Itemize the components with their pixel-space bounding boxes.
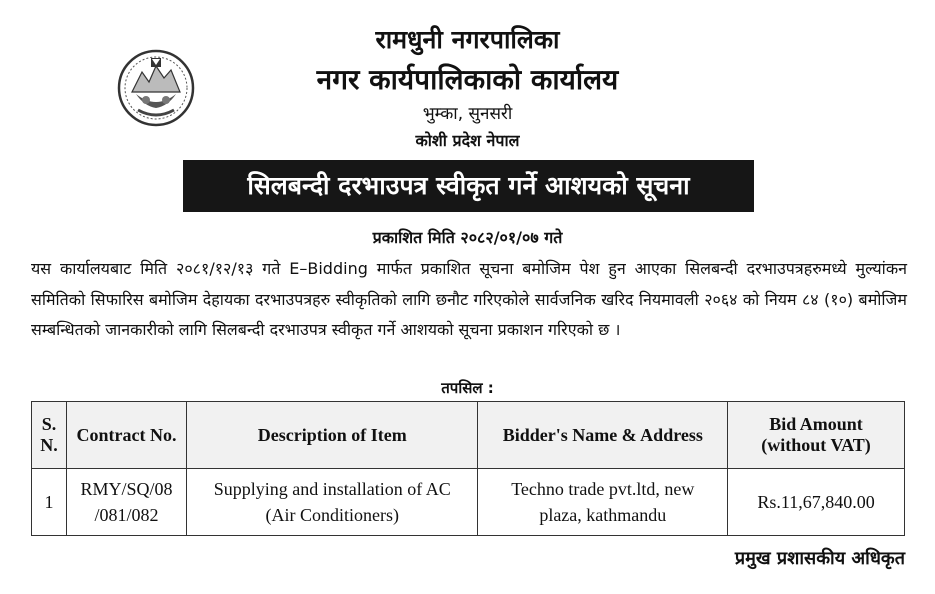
cell-contract-line2: /081/082: [94, 505, 159, 525]
cell-sn: 1: [32, 469, 67, 536]
header-amount-line2: (without VAT): [761, 435, 871, 455]
cell-amount: Rs.11,67,840.00: [728, 469, 905, 536]
cell-contract-line1: RMY/SQ/08: [80, 479, 173, 499]
cell-description-line2: (Air Conditioners): [265, 505, 399, 525]
header-sn-line2: N.: [40, 435, 58, 455]
header-description: Description of Item: [186, 402, 478, 469]
table-header-row: [32, 402, 905, 469]
header-amount-line1: Bid Amount: [769, 414, 863, 434]
cell-description-line1: Supplying and installation of AC: [213, 479, 451, 499]
cell-bidder: [478, 469, 728, 536]
header-contract: Contract No.: [66, 402, 186, 469]
cell-description: [186, 469, 478, 536]
cell-bidder-line1: Techno trade pvt.ltd, new: [511, 479, 695, 499]
notice-title: सिलबन्दी दरभाउपत्र स्वीकृत गर्ने आशयको सूचना: [183, 160, 754, 212]
municipality-name: रामधुनी नगरपालिका: [375, 25, 560, 54]
table-row: [32, 469, 905, 536]
details-label: तपसिल :: [441, 379, 494, 397]
header-sn-line1: S.: [41, 414, 57, 434]
header-sn: [32, 402, 67, 469]
header-amount: [728, 402, 905, 469]
signature-title: प्रमुख प्रशासकीय अधिकृत: [734, 548, 905, 569]
notice-body: यस कार्यालयबाट मिति २०८१/१२/१३ गते E–Bidding मार्फत प्रकाशित सूचना बमोजिम पेश हुन आएका सिलबन्दी दरभाउपत्रहरुमध्ये मुल्यांकन समितिको सिफारिस बमोजिम देहायका दरभाउपत्रहरु स्वीकृतिको लागि छनौट गरिएकोले सार्वजनिक खरिद नियमावली २०६४ को नियम ८४ (१०) बमोजिम सम्बन्धितको जानकारीको लागि सिलबन्दी दरभाउपत्र स्वीकृत गर्ने आशयको सूचना प्रकाशन गरिएको छ ।: [31, 259, 907, 339]
header-bidder: Bidder's Name & Address: [478, 402, 728, 469]
province-name: कोशी प्रदेश नेपाल: [415, 131, 520, 150]
office-name: नगर कार्यपालिकाको कार्यालय: [316, 63, 619, 96]
office-address: भुम्का, सुनसरी: [422, 104, 513, 124]
cell-contract: [66, 469, 186, 536]
cell-bidder-line2: plaza, kathmandu: [539, 505, 667, 525]
bid-table: [31, 401, 905, 536]
published-date: प्रकाशित मिति २०८२/०१/०७ गते: [372, 228, 563, 247]
